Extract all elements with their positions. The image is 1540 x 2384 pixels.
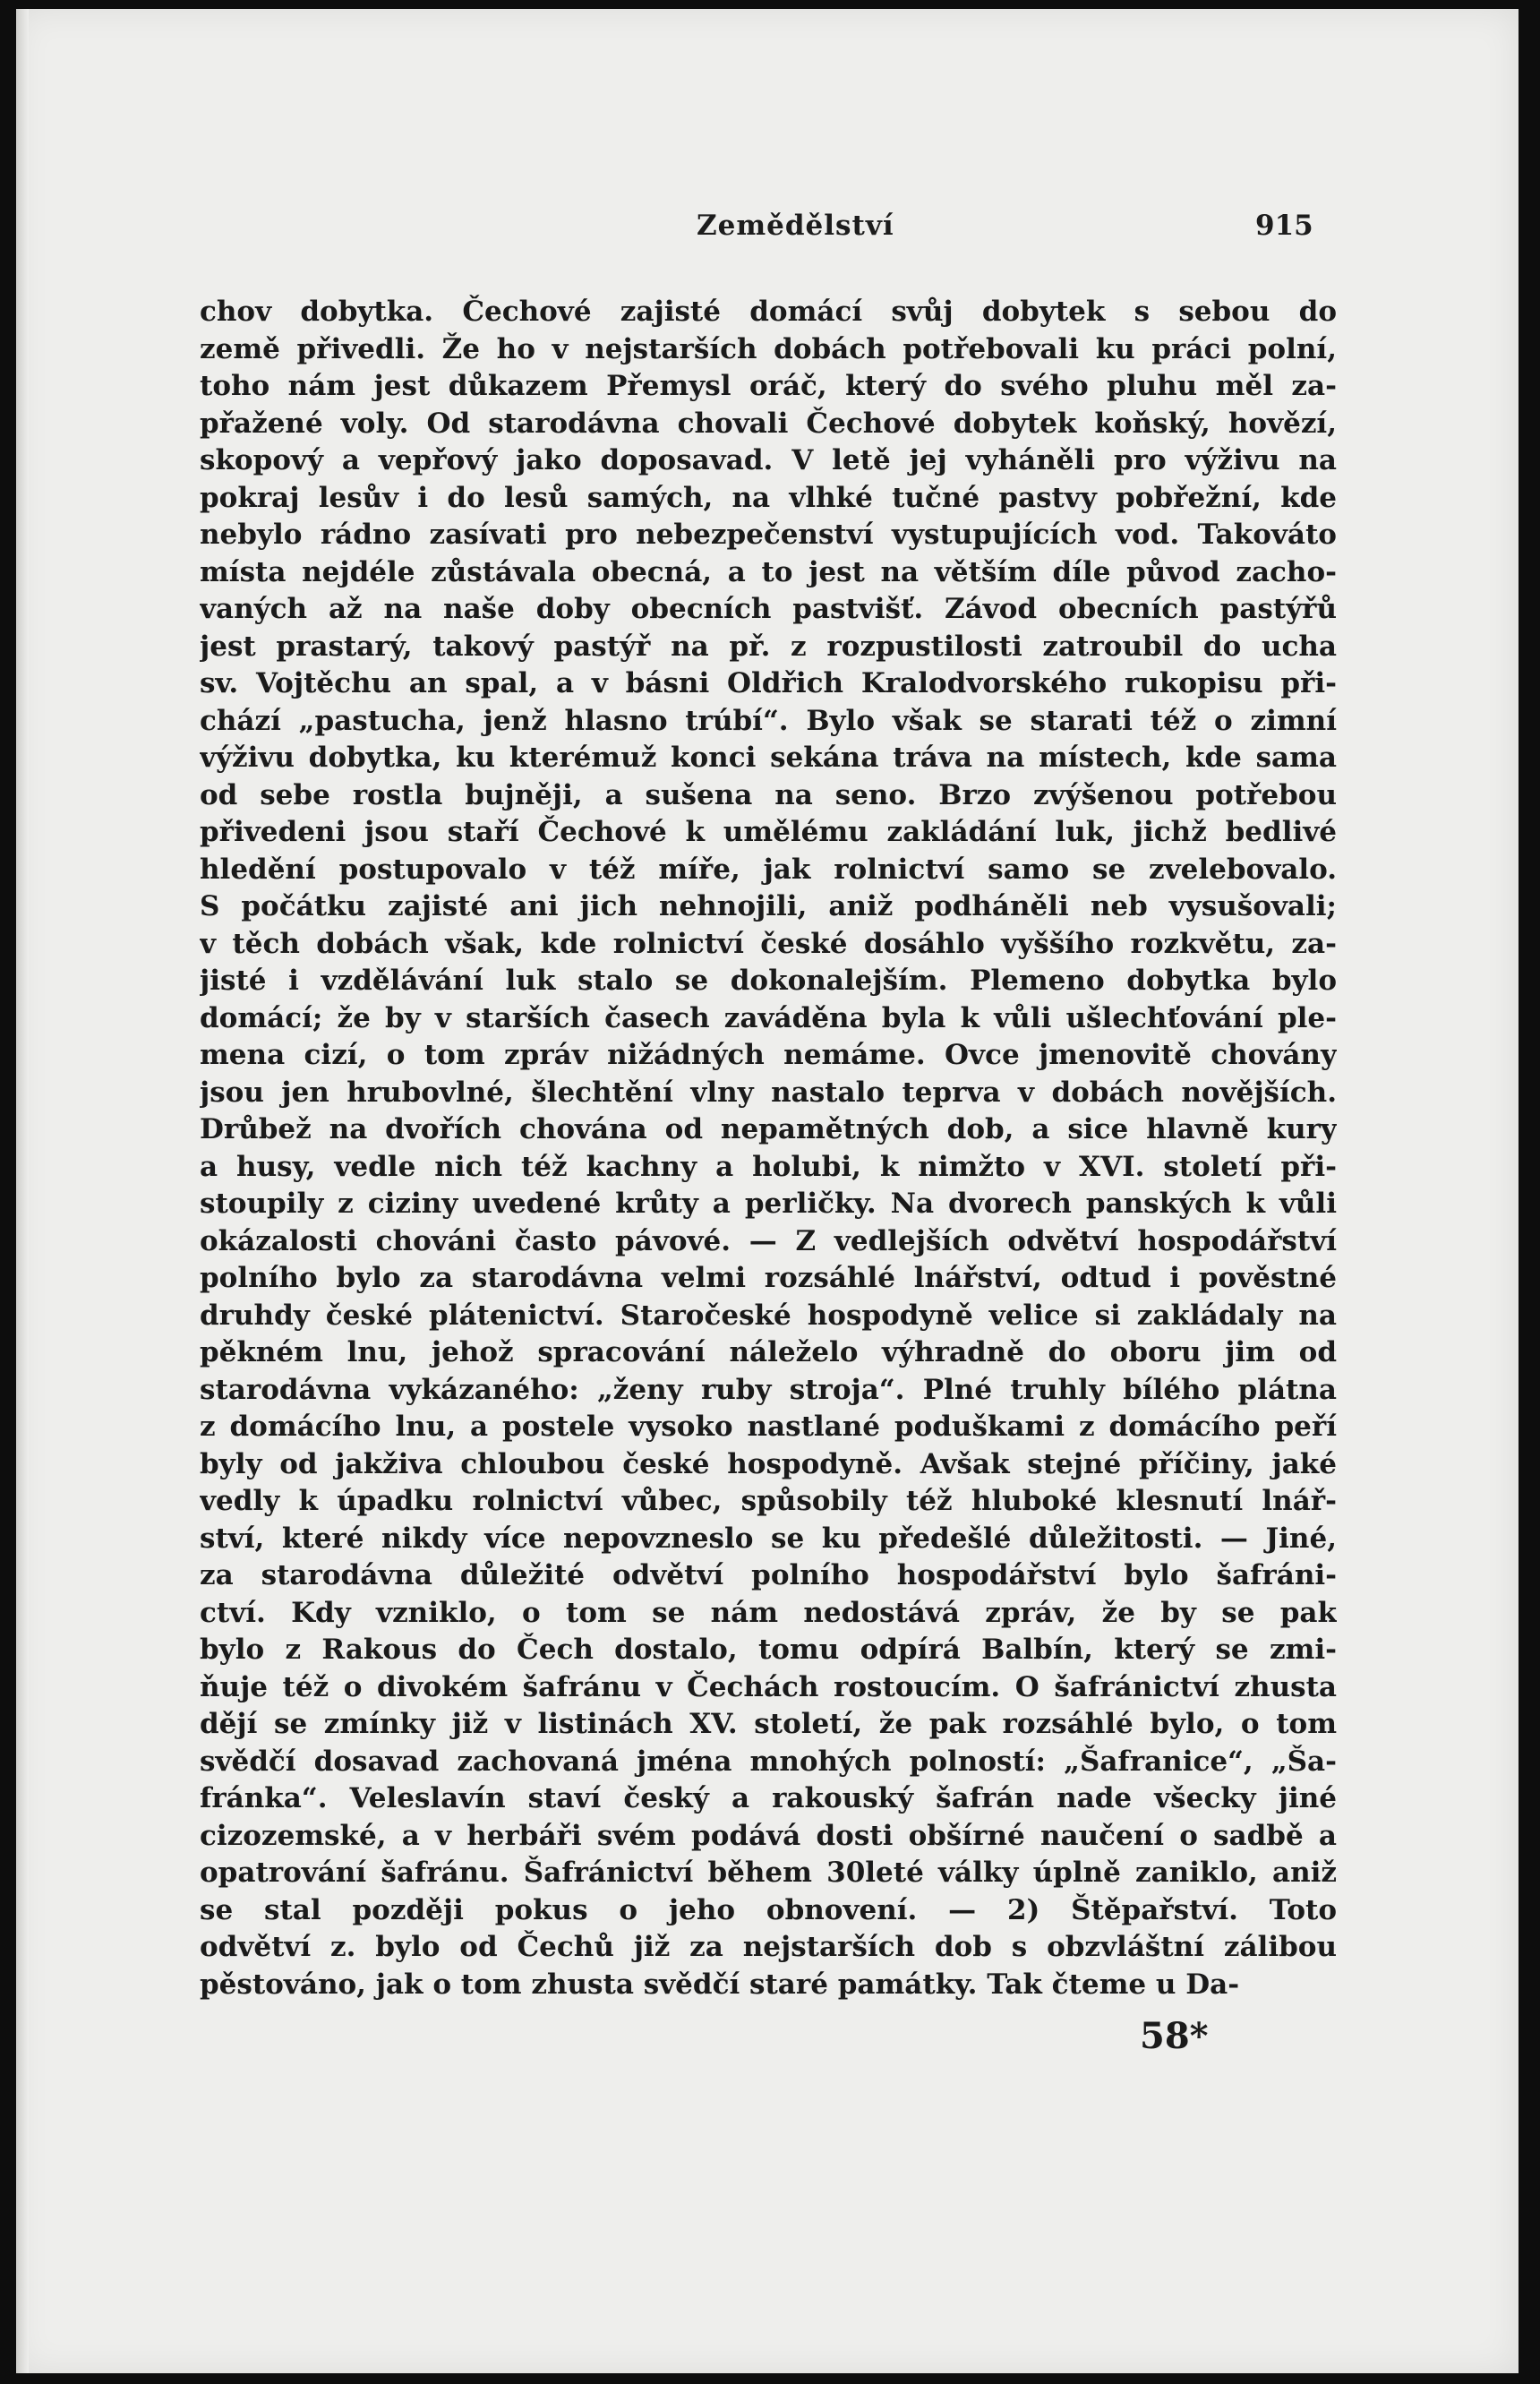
body-text [200, 294, 1337, 2003]
text-line: místa nejdéle zůstávala obecná, a to jest na větším díle původ zacho- [200, 555, 1337, 588]
text-line: S počátku zajisté ani jich nehnojili, aniž podháněli neb vysušovali; [200, 890, 1337, 922]
text-line: domácí; že by v starších časech zaváděna byla k vůli ušlechťování ple- [200, 1001, 1337, 1034]
signature-mark: 58* [1140, 2015, 1209, 2057]
text-line: se stal později pokus o jeho obnovení. — 2) Štěpařství. Toto [200, 1893, 1337, 1926]
text-line: výživu dobytka, ku kterémuž konci sekána tráva na místech, kde sama [200, 742, 1337, 774]
text-line: chov dobytka. Čechové zajisté domácí svůj dobytek s sebou do [200, 296, 1337, 328]
text-line: pěkném lnu, jehož spracování náleželo výhradně do oboru jim od [200, 1336, 1337, 1368]
running-head [16, 210, 1519, 245]
text-line: dějí se zmínky již v listinách XV. století, že pak rozsáhlé bylo, o tom [200, 1708, 1337, 1740]
text-line: jest prastarý, takový pastýř na př. z rozpustilosti zatroubil do ucha [200, 630, 1337, 663]
text-line: přivedeni jsou staří Čechové k umělému zakládání luk, jichž bedlivé [200, 816, 1337, 848]
text-line: stoupily z ciziny uvedené krůty a perličky. Na dvorech panských k vůli [200, 1188, 1337, 1220]
text-line: pokraj lesův i do lesů samých, na vlhké tučné pastvy pobřežní, kde [200, 481, 1337, 514]
text-line: sv. Vojtěchu an spal, a v básni Oldřich Kralodvorského rukopisu při- [200, 667, 1337, 699]
book-page [16, 9, 1519, 2373]
text-line: ctví. Kdy vzniklo, o tom se nám nedostává zpráv, že by se pak [200, 1596, 1337, 1629]
text-line: svědčí dosavad zachovaná jména mnohých polností: „Šafranice“, „Ša- [200, 1745, 1337, 1778]
text-line: za starodávna důležité odvětví polního hospodářství bylo šafráni- [200, 1559, 1337, 1591]
text-line: země přivedli. Že ho v nejstarších dobách potřebovali ku práci polní, [200, 332, 1337, 365]
text-line: chází „pastucha, jenž hlasno trúbí“. Bylo však se starati též o zimní [200, 704, 1337, 737]
page-number: 915 [1255, 210, 1313, 242]
text-line: bylo z Rakous do Čech dostalo, tomu odpírá Balbín, který se zmi- [200, 1634, 1337, 1666]
text-line: hledění postupovalo v též míře, jak rolnictví samo se zvelebovalo. [200, 853, 1337, 886]
text-line: přažené voly. Od starodávna chovali Čechové dobytek koňský, hovězí, [200, 407, 1337, 440]
text-line: ství, které nikdy více nepovzneslo se ku předešlé důležitosti. — Jiné, [200, 1522, 1337, 1555]
text-line: z domácího lnu, a postele vysoko nastlané poduškami z domácího peří [200, 1411, 1337, 1443]
text-line: Drůbež na dvořích chována od nepamětných dob, a sice hlavně kury [200, 1113, 1337, 1145]
text-line: a husy, vedle nich též kachny a holubi, k nimžto v XVI. století při- [200, 1150, 1337, 1183]
text-line: vedly k úpadku rolnictví vůbec, spůsobily též hluboké klesnutí lnář- [200, 1485, 1337, 1517]
text-line: starodávna vykázaného: „ženy ruby stroja“. Plné truhly bílého plátna [200, 1373, 1337, 1406]
text-line: toho nám jest důkazem Přemysl oráč, který do svého pluhu měl za- [200, 370, 1337, 402]
text-line: okázalosti chováni často pávové. — Z vedlejších odvětví hospodářství [200, 1224, 1337, 1257]
text-line: byly od jakživa chloubou české hospodyně. Avšak stejné příčiny, jaké [200, 1447, 1337, 1480]
text-line: ňuje též o divokém šafránu v Čechách rostoucím. O šafránictví zhusta [200, 1670, 1337, 1703]
text-line: odvětví z. bylo od Čechů již za nejstarších dob s obzvláštní zálibou [200, 1931, 1337, 1963]
text-line: skopový a vepřový jako doposavad. V letě jej vyháněli pro výživu na [200, 444, 1337, 476]
text-line: jsou jen hrubovlné, šlechtění vlny nastalo teprva v dobách novějších. [200, 1076, 1337, 1109]
text-line: cizozemské, a v herbáři svém podává dosti obšírné naučení o sadbě a [200, 1819, 1337, 1852]
text-line: pěstováno, jak o tom zhusta svědčí staré památky. Tak čteme u Da- [200, 1968, 1240, 2001]
text-line: jisté i vzdělávání luk stalo se dokonalejším. Plemeno dobytka bylo [200, 965, 1337, 997]
page-edge-shadow [16, 9, 29, 2373]
text-line: druhdy české plátenictví. Staročeské hospodyně velice si zakládaly na [200, 1299, 1337, 1332]
text-line: fránka“. Veleslavín staví český a rakouský šafrán nade všecky jiné [200, 1782, 1337, 1814]
text-line: nebylo rádno zasívati pro nebezpečenství vystupujících vod. Takováto [200, 519, 1337, 551]
text-line: mena cizí, o tom zpráv nižádných nemáme. Ovce jmenovitě chovány [200, 1039, 1337, 1071]
text-line: opatrování šafránu. Šafránictví během 30leté války úplně zaniklo, aniž [200, 1857, 1337, 1889]
running-head-title: Zemědělství [697, 210, 894, 242]
text-line: od sebe rostla bujněji, a sušena na seno. Brzo zvýšenou potřebou [200, 778, 1337, 811]
text-line: polního bylo za starodávna velmi rozsáhlé lnářství, odtud i pověstné [200, 1262, 1337, 1294]
text-line: vaných až na naše doby obecních pastvišť. Závod obecních pastýřů [200, 593, 1337, 625]
text-line: v těch dobách však, kde rolnictví české dosáhlo vyššího rozkvětu, za- [200, 927, 1337, 960]
